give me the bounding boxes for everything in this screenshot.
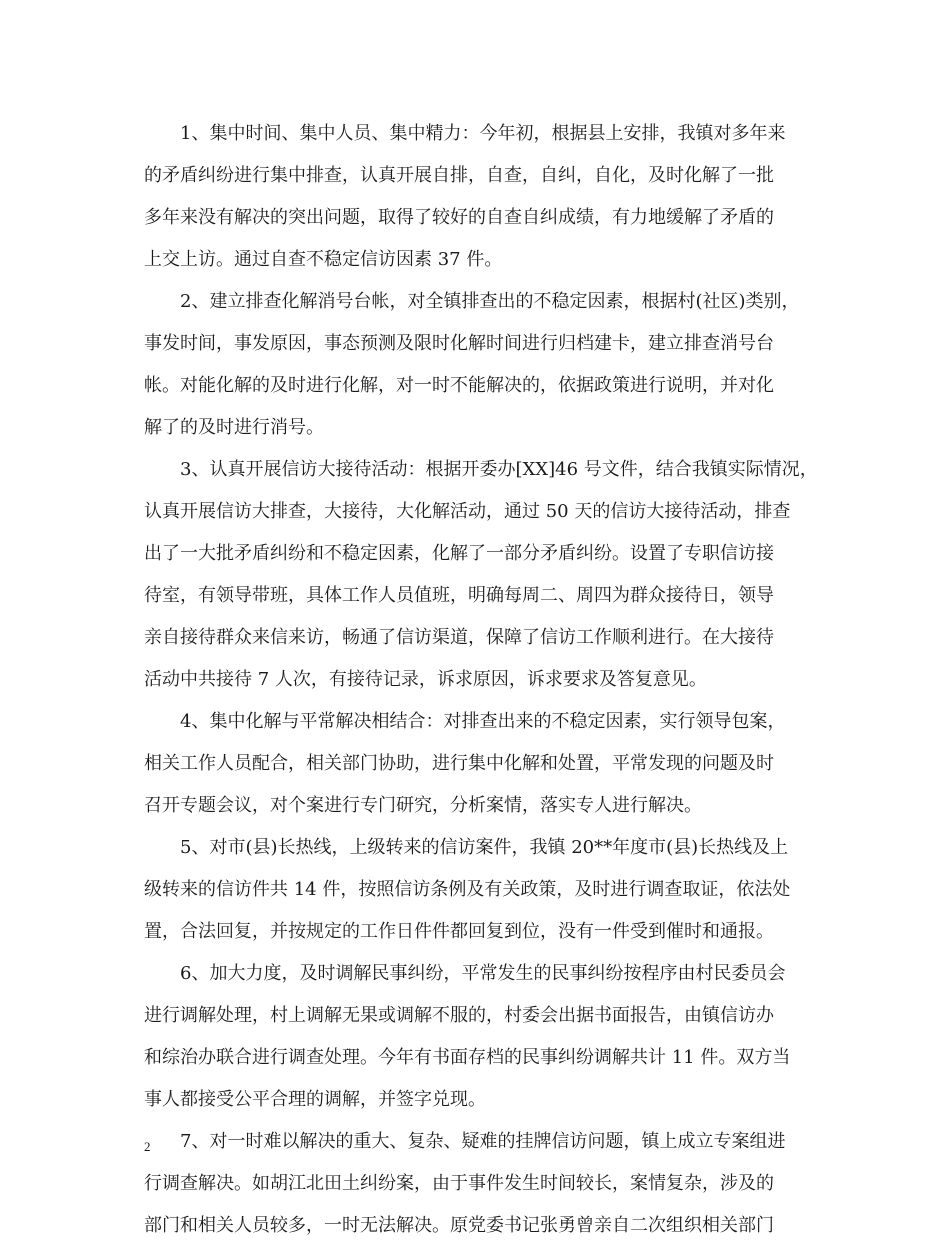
paragraph-3: [144, 449, 824, 701]
paragraph-line: 亲自接待群众来信来访，畅通了信访渠道，保障了信访工作顺利进行。在大接待: [144, 627, 774, 648]
paragraph-line: 部门和相关人员较多，一时无法解决。原党委书记张勇曾亲自二次组织相关部门: [144, 1215, 774, 1236]
paragraph-line: 和综治办联合进行调查处理。今年有书面存档的民事纠纷调解共计 11 件。双方当: [144, 1047, 791, 1068]
paragraph-6: [144, 953, 824, 1121]
paragraph-4: [144, 701, 824, 827]
paragraph-line: 级转来的信访件共 14 件，按照信访条例及有关政策，及时进行调查取证，依法处: [144, 879, 791, 900]
paragraph-line: 的矛盾纠纷进行集中排查，认真开展自排，自查，自纠，自化，及时化解了一批: [144, 165, 774, 186]
paragraph-line: 解了的及时进行消号。: [144, 417, 324, 438]
paragraph-line: 相关工作人员配合，相关部门协助，进行集中化解和处置，平常发现的问题及时: [144, 753, 774, 774]
page-number: 2: [144, 1139, 151, 1154]
paragraph-line: 7、对一时难以解决的重大、复杂、疑难的挂牌信访问题，镇上成立专案组进: [180, 1131, 786, 1152]
paragraph-line: 帐。对能化解的及时进行化解，对一时不能解决的，依据政策进行说明，并对化: [144, 375, 774, 396]
paragraph-line: 多年来没有解决的突出问题，取得了较好的自查自纠成绩，有力地缓解了矛盾的: [144, 207, 774, 228]
paragraph-line: 5、对市(县)长热线，上级转来的信访案件，我镇 20**年度市(县)长热线及上: [180, 837, 789, 858]
paragraph-5: [144, 827, 824, 953]
paragraph-2: [144, 281, 824, 449]
paragraph-line: 4、集中化解与平常解决相结合：对排查出来的不稳定因素，实行领导包案，: [180, 711, 786, 732]
paragraph-line: 2、建立排查化解消号台帐，对全镇排查出的不稳定因素，根据村(社区)类别，: [180, 291, 800, 312]
paragraph-line: 上交上访。通过自查不稳定信访因素 37 件。: [144, 249, 503, 270]
paragraph-line: 待室，有领导带班，具体工作人员值班，明确每周二、周四为群众接待日，领导: [144, 585, 774, 606]
paragraph-line: 事人都接受公平合理的调解，并签字兑现。: [144, 1089, 486, 1110]
paragraph-line: 出了一大批矛盾纠纷和不稳定因素，化解了一部分矛盾纠纷。设置了专职信访接: [144, 543, 774, 564]
document-body: [144, 113, 824, 1247]
paragraph-line: 认真开展信访大排查，大接待，大化解活动，通过 50 天的信访大接待活动，排查: [144, 501, 791, 522]
paragraph-line: 事发时间，事发原因，事态预测及限时化解时间进行归档建卡，建立排查消号台: [144, 333, 774, 354]
paragraph-line: 1、集中时间、集中人员、集中精力：今年初，根据县上安排，我镇对多年来: [180, 123, 786, 144]
paragraph-line: 6、加大力度，及时调解民事纠纷，平常发生的民事纠纷按程序由村民委员会: [180, 963, 786, 984]
paragraph-line: 进行调解处理，村上调解无果或调解不服的，村委会出据书面报告，由镇信访办: [144, 1005, 774, 1026]
paragraph-line: 行调查解决。如胡江北田土纠纷案，由于事件发生时间较长，案情复杂，涉及的: [144, 1173, 774, 1194]
paragraph-line: 活动中共接待 7 人次，有接待记录，诉求原因，诉求要求及答复意见。: [144, 669, 707, 690]
paragraph-line: 召开专题会议，对个案进行专门研究，分析案情，落实专人进行解决。: [144, 795, 702, 816]
paragraph-7: [144, 1121, 824, 1247]
paragraph-1: [144, 113, 824, 281]
paragraph-line: 3、认真开展信访大接待活动：根据开委办[XX]46 号文件，结合我镇实际情况，: [180, 459, 818, 480]
paragraph-line: 置，合法回复，并按规定的工作日件件都回复到位，没有一件受到催时和通报。: [144, 921, 774, 942]
